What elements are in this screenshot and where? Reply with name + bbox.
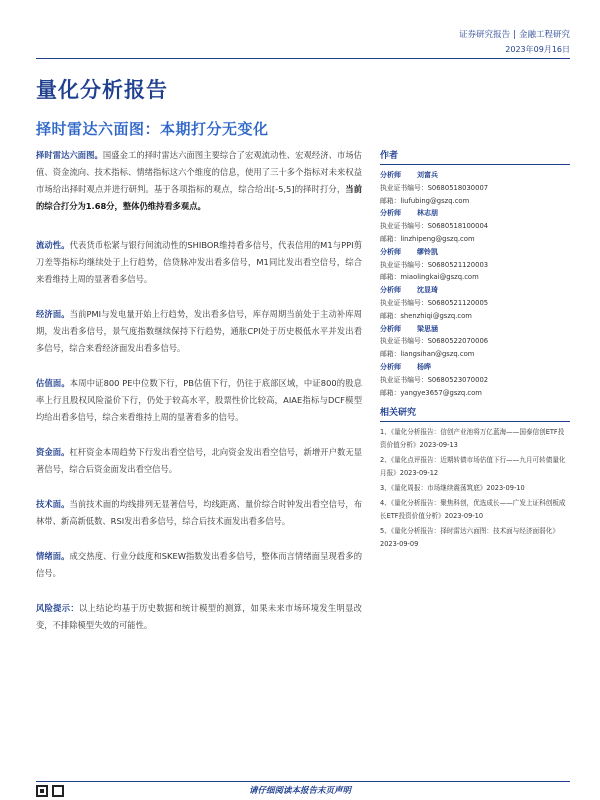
- analyst-entry: [380, 169, 570, 207]
- related-report-link[interactable]: 3、《量化周报：市场继续震荡筑底》2023-09-10: [380, 484, 525, 493]
- paragraph-text: 国盛金工的择时雷达六面图主要综合了宏观流动性、宏观经济、市场估值、资金流向、技术指标、情绪指标这六个维度的信息，使用了三十多个指标对未来权益市场给出择时观点并进行研判。基于各项指标的观点，综合给出[-5,5]的择时打分，: [36, 150, 362, 194]
- paragraph-lead: 技术面。: [36, 499, 70, 509]
- analyst-role: 分析师: [380, 362, 401, 371]
- report-section: 金融工程研究: [518, 30, 570, 40]
- analyst-name-row: [380, 246, 570, 259]
- paragraph-text: 成交热度、行业分歧度和SKEW指数发出看多信号，整体而言情绪面呈现看多的信号。: [36, 551, 362, 578]
- paragraph-lead: 资金面。: [36, 447, 70, 457]
- analyst-email[interactable]: 邮箱：shenzhiqi@gszq.com: [380, 311, 472, 320]
- authors-list: [380, 169, 570, 399]
- paragraph-lead: 估值面。: [36, 378, 70, 388]
- paragraph: [36, 600, 362, 634]
- analyst-name: 杨晔: [417, 362, 431, 371]
- paragraph: [36, 496, 362, 530]
- analyst-entry: [380, 361, 570, 399]
- footer-divider: [36, 781, 570, 782]
- main-content: [36, 147, 362, 634]
- header-bar: [459, 28, 570, 40]
- report-type: 证券研究报告: [459, 30, 511, 40]
- paragraph: [36, 147, 362, 215]
- report-subtitle: 择时雷达六面图：本期打分无变化: [36, 120, 269, 138]
- analyst-name: 林志朋: [417, 209, 438, 218]
- analyst-email[interactable]: 邮箱：liangsihan@gszq.com: [380, 350, 475, 359]
- paragraph-text: 当前PMI与发电量开始上行趋势，发出看多信号，库存周期当前处于主动补库周期，发出看多信号，景气度指数继续保持下行趋势，通胀CPI处于历史极低水平并发出看多信号，综合来看经济面发出看多信号。: [36, 309, 362, 353]
- analyst-entry: [380, 284, 570, 322]
- paragraph-lead: 经济面。: [36, 309, 70, 319]
- analyst-email[interactable]: 邮箱：miaolingkai@gszq.com: [380, 273, 479, 282]
- analyst-role: 分析师: [380, 171, 401, 179]
- paragraph-text: 杠杆资金本周趋势下行发出看空信号，北向资金发出看空信号，新增开户数无显著信号，综合后资金面发出看空信号。: [36, 447, 362, 474]
- related-heading: 相关研究: [380, 405, 570, 422]
- paragraph-lead: 择时雷达六面图。: [36, 150, 103, 160]
- paragraph-lead: 风险提示：: [36, 603, 79, 613]
- sidebar: [380, 148, 570, 553]
- analyst-entry: [380, 323, 570, 361]
- analyst-cert: 执业证书编号：S0680522070006: [380, 337, 489, 346]
- header-separator: |: [513, 30, 516, 40]
- analyst-name: 刘富兵: [417, 171, 438, 179]
- analyst-cert: 执业证书编号：S0680518030007: [380, 183, 489, 192]
- analyst-cert: 执业证书编号：S0680523070002: [380, 375, 489, 384]
- related-report-link[interactable]: 1、《量化分析报告：信创产业池将万亿蓝海——国泰信创ETF投资价值分析》2023-09-13: [380, 428, 565, 450]
- paragraph-text: 代表货币松紧与银行间流动性的SHIBOR维持看多信号，代表信用的M1与PPI剪刀差等指标均继续处于上行趋势，信贷脉冲发出看多信号，M1同比发出看空信号，综合来看维持上周的显著看多信号。: [36, 240, 362, 284]
- analyst-email[interactable]: 邮箱：linzhipeng@gszq.com: [380, 234, 475, 243]
- paragraph: [36, 548, 362, 582]
- analyst-cert: 执业证书编号：S0680518100004: [380, 222, 489, 231]
- analyst-name-row: [380, 169, 570, 182]
- analyst-email[interactable]: 邮箱：yangye3657@gszq.com: [380, 388, 482, 397]
- related-report-link[interactable]: 4、《量化分析报告：聚焦科创，优选成长——广发上证科创板成长ETF投资价值分析》2023-09-10: [380, 499, 566, 521]
- analyst-email[interactable]: 邮箱：liufubing@gszq.com: [380, 196, 470, 205]
- paragraph-text: 本周中证800 PE中位数下行，PB估值下行，仍往于底部区域，中证800的股息率上行且股权风险溢价下行，仍处于较高水平，股票性价比较高，AIAE指标与DCF模型均给出看多信号，综合来看维持上周的显著看多的信号。: [36, 378, 362, 422]
- paragraph-lead: 流动性。: [36, 240, 70, 250]
- analyst-name-row: [380, 207, 570, 220]
- related-report-link[interactable]: 2、《量化点评报告：近期转债市场估值下行——九月可转债量化月报》2023-09-12: [380, 456, 566, 478]
- paragraph-text: 当前技术面的均线排列无显著信号，均线距离、量价综合时钟发出看空信号，布林带、新高新低数、RSI发出看多信号，综合后技术面发出看多信号。: [36, 499, 362, 526]
- analyst-name-row: [380, 323, 570, 336]
- analyst-cert: 执业证书编号：S0680521120005: [380, 298, 489, 307]
- analyst-name-row: [380, 284, 570, 297]
- analyst-role: 分析师: [380, 286, 401, 295]
- report-date: 2023年09月16日: [505, 45, 570, 54]
- header-divider: [36, 58, 570, 59]
- paragraph-text: 以上结论均基于历史数据和统计模型的测算，如果未来市场环境发生明显改变，不排除模型失效的可能性。: [36, 603, 362, 630]
- paragraph-lead: 情绪面。: [36, 551, 70, 561]
- analyst-name: 沈显琦: [417, 286, 438, 295]
- paragraph: [36, 444, 362, 478]
- footer-disclaimer: 请仔细阅读本报告末页声明: [248, 786, 351, 796]
- analyst-entry: [380, 207, 570, 245]
- analyst-entry: [380, 246, 570, 284]
- analyst-name-row: [380, 361, 570, 374]
- authors-heading: 作者: [380, 148, 570, 165]
- paragraph: [36, 375, 362, 426]
- analyst-name: 梁思涵: [417, 324, 438, 333]
- analyst-name: 缪铃凯: [417, 247, 438, 256]
- analyst-role: 分析师: [380, 209, 401, 218]
- related-list: [380, 426, 570, 551]
- analyst-role: 分析师: [380, 247, 401, 256]
- paragraph-highlight: 当前的综合打分为1.68分，整体仍维持看多观点。: [36, 184, 362, 211]
- analyst-role: 分析师: [380, 324, 401, 333]
- report-title: 量化分析报告: [36, 78, 168, 102]
- paragraph: [36, 237, 362, 288]
- paragraph: [36, 306, 362, 357]
- related-report-link[interactable]: 5、《量化分析报告：择时雷达六面图：技术面与经济面弱化》2023-09-09: [380, 527, 559, 549]
- analyst-cert: 执业证书编号：S0680521120003: [380, 260, 489, 269]
